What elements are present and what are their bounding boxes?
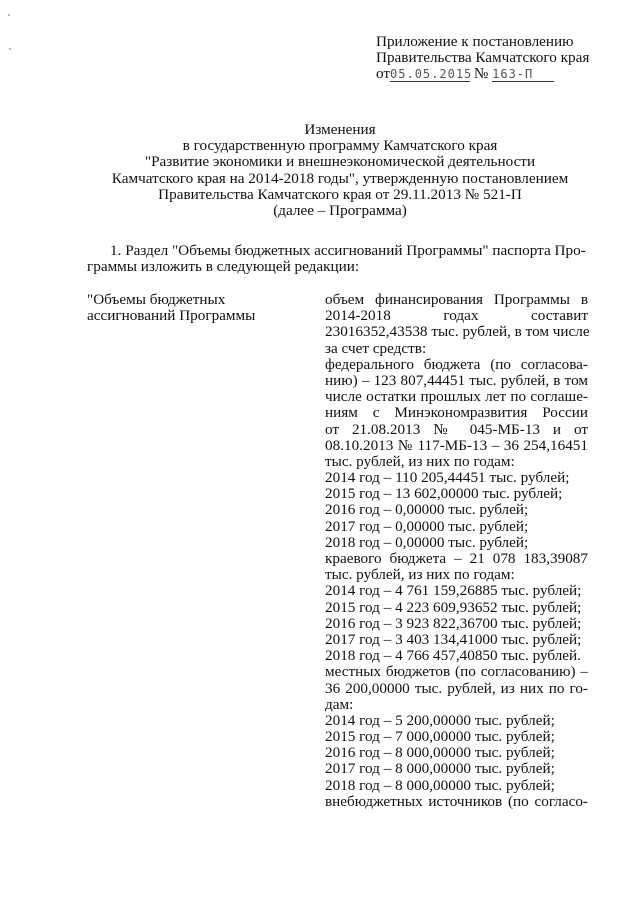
right-cell-line: нию) – 123 807,44451 тыс. рублей, в том [325, 371, 588, 389]
right-cell-line: 2016 год – 8 000,00000 тыс. рублей; [325, 744, 555, 762]
left-cell-line: "Объемы бюджетных [87, 291, 226, 308]
right-cell-line: внебюджетных источников (по согласо- [325, 792, 588, 810]
title-line: Правительства Камчатского края от 29.11.2013 № 521-П [158, 185, 522, 203]
date-field [390, 67, 473, 82]
title-line: в государственную программу Камчатского края [182, 137, 498, 155]
right-cell-line: 2014-2018 годах составит [325, 307, 588, 325]
right-cell-line: дам: [325, 695, 354, 713]
right-cell-line: краевого бюджета – 21 078 183,39087 [325, 550, 588, 567]
right-cell-line: 2018 год – 8 000,00000 тыс. рублей; [325, 776, 555, 794]
right-cell-line: от 21.08.2013 № 045-МБ-13 и от [325, 420, 588, 438]
appendix-line-2: Правительства Камчатского края [376, 49, 590, 67]
right-cell-line: 2017 год – 0,00000 тыс. рублей; [325, 517, 529, 535]
right-cell-line: 2015 год – 7 000,00000 тыс. рублей; [325, 728, 555, 746]
title-line: (далее – Программа) [273, 202, 407, 220]
appendix-date-line [376, 66, 626, 82]
number-value: 163-П [492, 67, 534, 82]
date-value: 05.05.2015 [390, 67, 473, 82]
number-prefix: № [473, 65, 489, 83]
paragraph-line-1: 1. Раздел "Объемы бюджетных ассигнований Программы" паспорта Про- [110, 242, 586, 259]
paragraph-line-2: граммы изложить в следующей редакции: [87, 258, 360, 275]
right-cell-line: 2018 год – 4 766 457,40850 тыс. рублей. [325, 647, 581, 665]
right-cell-line: ниям с Минэкономразвития России [325, 404, 588, 422]
right-cell-line: местных бюджетов (по согласованию) – [325, 663, 588, 681]
number-field [492, 67, 554, 82]
title-line: Изменения [304, 121, 376, 138]
right-cell-line: 2014 год – 110 205,44451 тыс. рублей; [325, 469, 570, 487]
right-cell-line: 2016 год – 0,00000 тыс. рублей; [325, 501, 529, 519]
left-cell-line: ассигнований Программы [87, 307, 256, 325]
right-cell-line: 2015 год – 13 602,00000 тыс. рублей; [325, 485, 563, 503]
title-line: "Развитие экономики и внешнеэкономической деятельности [144, 153, 536, 171]
scan-mark [9, 48, 11, 50]
right-cell-line: числе остатки прошлых лет по соглаше- [325, 388, 588, 406]
right-cell-line: 2017 год – 3 403 134,41000 тыс. рублей; [325, 630, 582, 648]
right-cell-line: 08.10.2013 № 117-МБ-13 – 36 254,16451 [325, 436, 588, 454]
right-cell-line: за счет средств: [325, 339, 427, 357]
appendix-line-1: Приложение к постановлению [376, 33, 574, 50]
right-cell-line: 2014 год – 5 200,00000 тыс. рублей; [325, 711, 555, 729]
right-cell-line: 2017 год – 8 000,00000 тыс. рублей; [325, 760, 555, 778]
date-prefix: от [376, 65, 391, 83]
right-cell-line: 2015 год – 4 223 609,93652 тыс. рублей; [325, 598, 582, 616]
right-cell-line: 2018 год – 0,00000 тыс. рублей; [325, 533, 529, 551]
right-cell-line: тыс. рублей, из них по годам: [325, 452, 515, 470]
table-left-cell [87, 292, 297, 324]
right-cell-line: тыс. рублей, из них по годам: [325, 566, 515, 584]
document-title [60, 122, 620, 219]
right-cell-line: федерального бюджета (по согласова- [325, 355, 588, 373]
right-cell-line: 23016352,43538 тыс. рублей, в том числе [325, 323, 590, 341]
title-line: Камчатского края на 2014-2018 годы", утвержденную постановлением [111, 169, 569, 187]
right-cell-line: 2016 год – 3 923 822,36700 тыс. рублей; [325, 614, 582, 632]
right-cell-line: 36 200,00000 тыс. рублей, из них по го- [325, 679, 588, 697]
appendix-header [376, 34, 626, 83]
right-cell-line: 2014 год – 4 761 159,26885 тыс. рублей; [325, 582, 582, 600]
right-cell-line: объем финансирования Программы в [325, 291, 588, 308]
scan-mark [8, 14, 10, 16]
table-right-cell [325, 292, 588, 810]
